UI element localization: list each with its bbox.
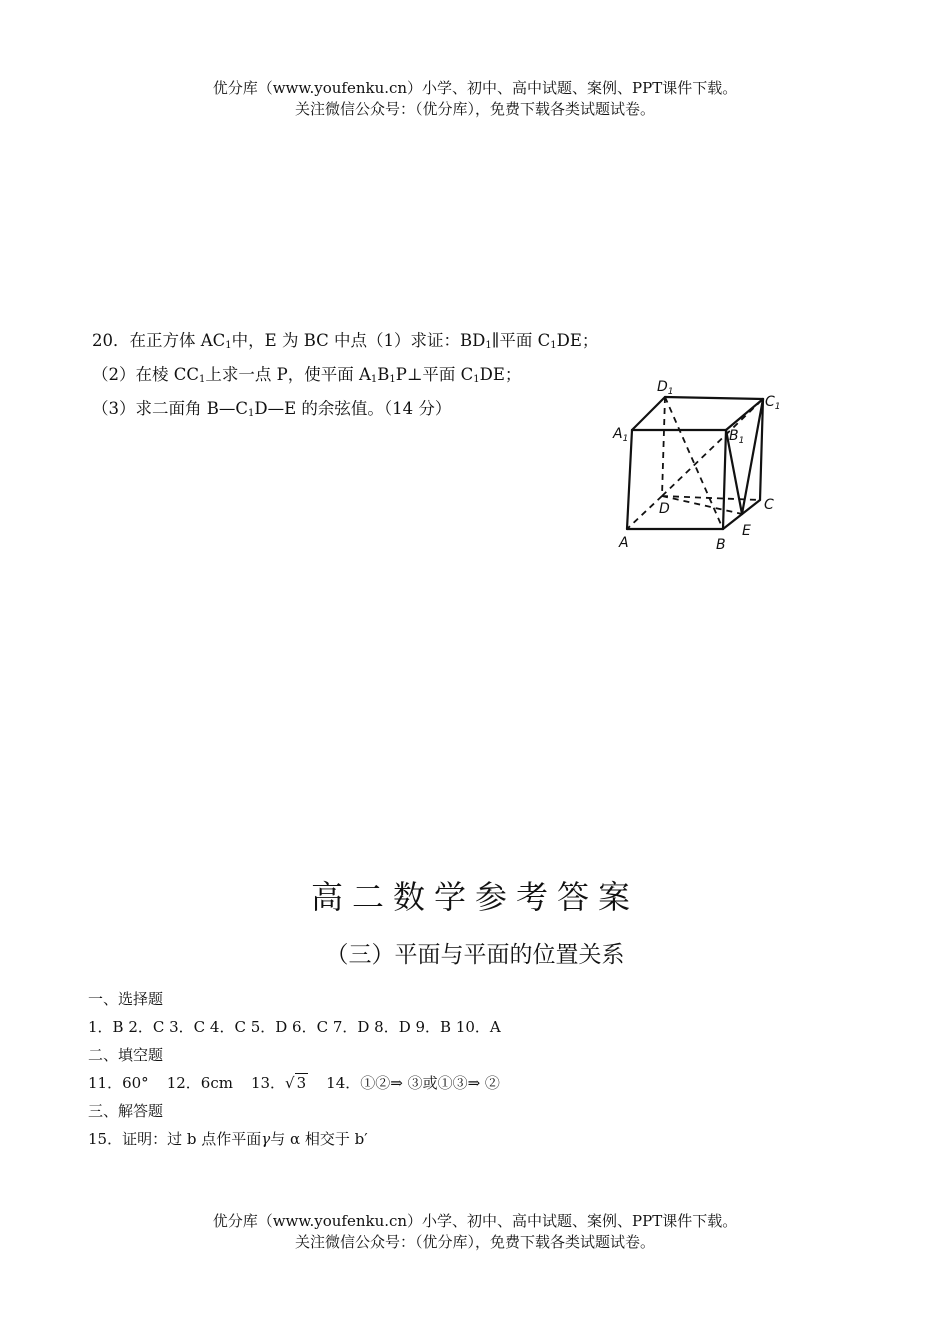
label-D1: $D_1$ [657,379,674,397]
q15-answer: 15．证明：过 b 点作平面γ与 α 相交于 b′ [88,1130,368,1148]
label-D: D [659,501,670,517]
header-line-2: 关注微信公众号：（优分库），免费下载各类试题试卷。 [294,100,655,118]
q20-line-1: 20．在正方体 $AC_1$中，E 为 BC 中点（1）求证：$BD_1\parallel$平面 $C_1DE$； [92,331,599,351]
section-fill-heading: 二、填空题 [88,1046,164,1064]
label-B1: $B_1$ [729,428,745,446]
page-footer [0,1211,950,1253]
footer-line-1: 优分库（www.youfenku.cn）小学、初中、高中试题、案例、PPT课件下载。 [212,1212,738,1230]
fill-answers: 11．60° 12．6cm 13．√ 3 14．①②⇒ ③或①③⇒ ② [88,1074,500,1092]
label-A: A [619,535,629,551]
answers-body [88,985,888,1153]
answers-title: 高二数学参考答案 [310,878,639,916]
label-C1: $C_1$ [765,394,781,412]
label-A1: $A_1$ [613,426,629,444]
footer-line-2: 关注微信公众号：（优分库），免费下载各类试题试卷。 [294,1233,655,1251]
question-20 [92,324,692,426]
label-B: B [716,537,726,552]
q20-line-3: （3）求二面角 $B—C_1D—E$ 的余弦值。（14 分） [92,399,452,419]
cube-figure [605,372,795,552]
header-line-1: 优分库（www.youfenku.cn）小学、初中、高中试题、案例、PPT课件下载。 [212,79,738,97]
section-choice-heading: 一、选择题 [88,990,164,1008]
sqrt-3: √ 3 [285,1074,307,1092]
answers-subtitle: （三）平面与平面的位置关系 [325,942,625,968]
label-C: C [764,497,774,513]
section-solve-heading: 三、解答题 [88,1102,164,1120]
label-E: E [742,523,751,539]
page-header [0,78,950,120]
choice-answers: 1．B 2．C 3．C 4．C 5．D 6．C 7．D 8．D 9．B 10．A [88,1018,501,1036]
q20-line-2: （2）在棱 $CC_1$上求一点 P，使平面 $A_1B_1P\perp$平面 $C_1DE$； [92,365,522,385]
